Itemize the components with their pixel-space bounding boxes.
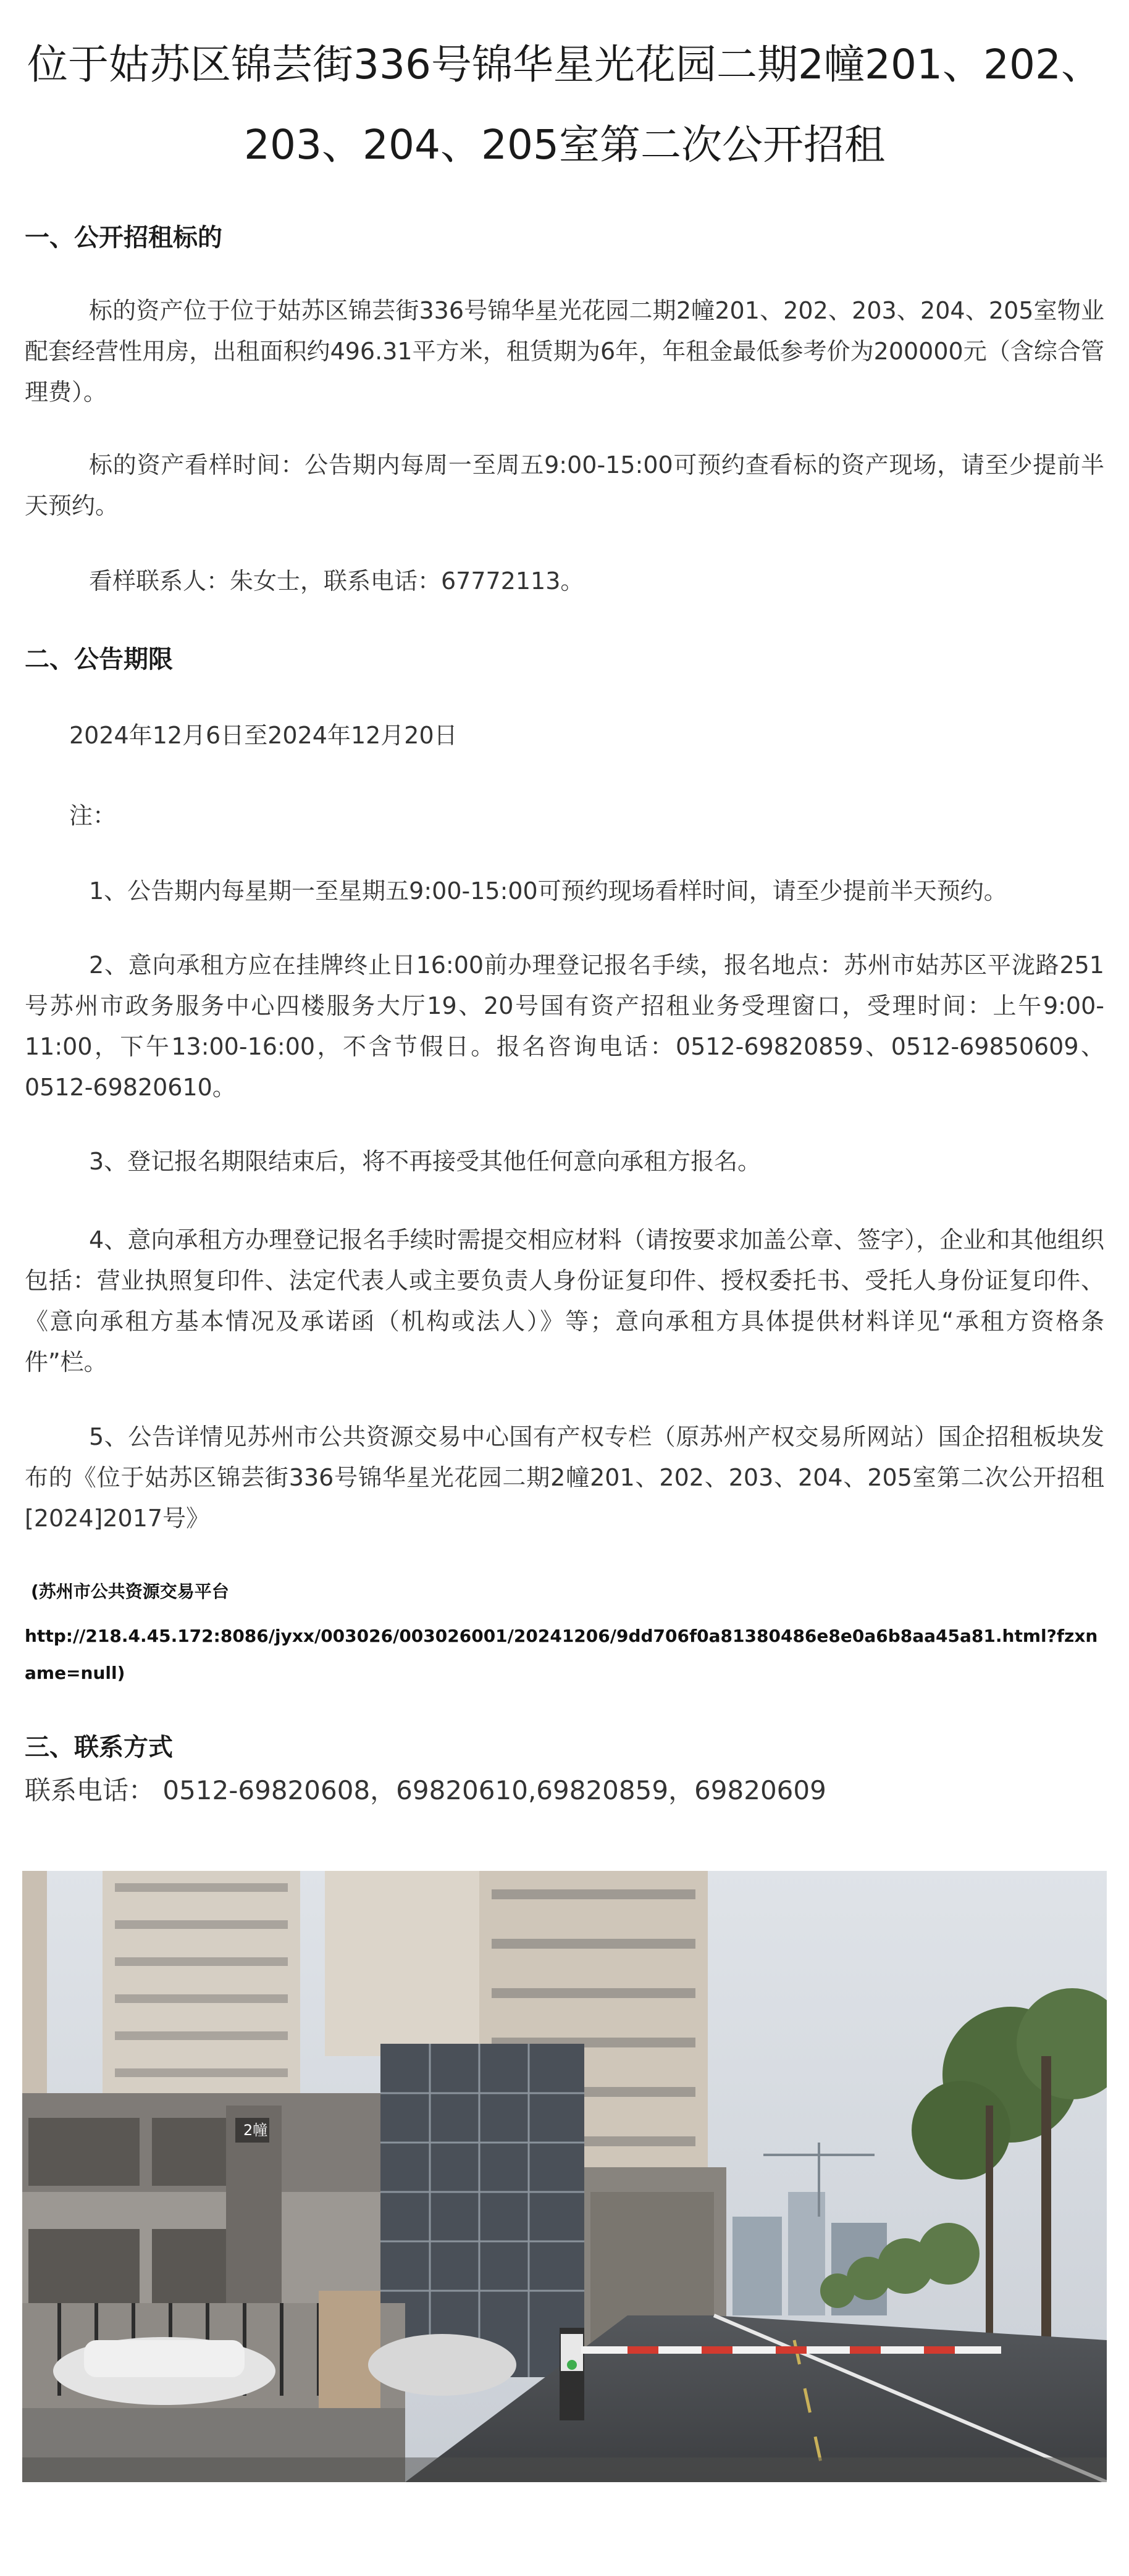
contact-phone: 联系电话： 0512-69820608，69820610,69820859，69820609 bbox=[25, 1775, 826, 1805]
section-3-heading: 三、联系方式 bbox=[25, 1733, 173, 1762]
note-item: 4、意向承租方办理登记报名手续时需提交相应材料（请按要求加盖公章、签字），企业和其他组织包括：营业执照复印件、法定代表人或主要负责人身份证复印件、授权委托书、受托人身份证复印件、《意向承租方基本情况及承诺函（机构或法人）》等；意向承租方具体提供材料详见“承租方资格条件”栏。 bbox=[25, 1226, 1104, 1376]
section-1-paragraph-2: 标的资产看样时间：公告期内每周一至周五9:00-15:00可预约查看标的资产现场，请至少提前半天预约。 bbox=[25, 451, 1104, 519]
note-item: 1、公告期内每星期一至星期五9:00-15:00可预约现场看样时间，请至少提前半天预约。 bbox=[89, 877, 1007, 905]
note-item: 2、意向承租方应在挂牌终止日16:00前办理登记报名手续，报名地点：苏州市姑苏区平泷路251号苏州市政务服务中心四楼服务大厅19、20号国有资产招租业务受理窗口，受理时间：上午9:00-11:00，下午13:00-16:00，不含节假日。报名咨询电话：0512-69820859、0512-69850609、0512-69820610。 bbox=[25, 951, 1104, 1101]
note-item: 3、登记报名期限结束后，将不再接受其他任何意向承租方报名。 bbox=[89, 1148, 762, 1175]
property-photo-illustration bbox=[22, 1871, 1107, 2482]
announcement-period: 2024年12月6日至2024年12月20日 bbox=[69, 722, 458, 749]
page-title: 位于姑苏区锦芸街336号锦华星光花园二期2幢201、202、203、204、205室第二次公开招租 bbox=[27, 41, 1102, 169]
source-url[interactable]: http://218.4.45.172:8086/jyxx/003026/003026001/20241206/9dd706f0a81380486e8e0a6b8aa45a81.html?fzxname=null) bbox=[25, 1626, 1098, 1683]
property-photo bbox=[22, 1871, 1107, 2482]
note-item: 5、公告详情见苏州市公共资源交易中心国有产权专栏（原苏州产权交易所网站）国企招租板块发布的《位于姑苏区锦芸街336号锦华星光花园二期2幢201、202、203、204、205室第二次公开招租[2024]2017号》 bbox=[25, 1423, 1104, 1532]
section-1-contact-person: 看样联系人：朱女士，联系电话：67772113。 bbox=[89, 567, 584, 595]
note-label: 注： bbox=[69, 802, 117, 829]
building-sign: 2幢 bbox=[243, 2122, 268, 2139]
section-2-heading: 二、公告期限 bbox=[25, 645, 173, 674]
section-1-paragraph-1: 标的资产位于位于姑苏区锦芸街336号锦华星光花园二期2幢201、202、203、204、205室物业配套经营性用房，出租面积约496.31平方米，租赁期为6年，年租金最低参考价为200000元（含综合管理费）。 bbox=[25, 297, 1104, 406]
section-1-heading: 一、公开招租标的 bbox=[25, 224, 222, 252]
source-label: (苏州市公共资源交易平台 bbox=[31, 1581, 229, 1602]
